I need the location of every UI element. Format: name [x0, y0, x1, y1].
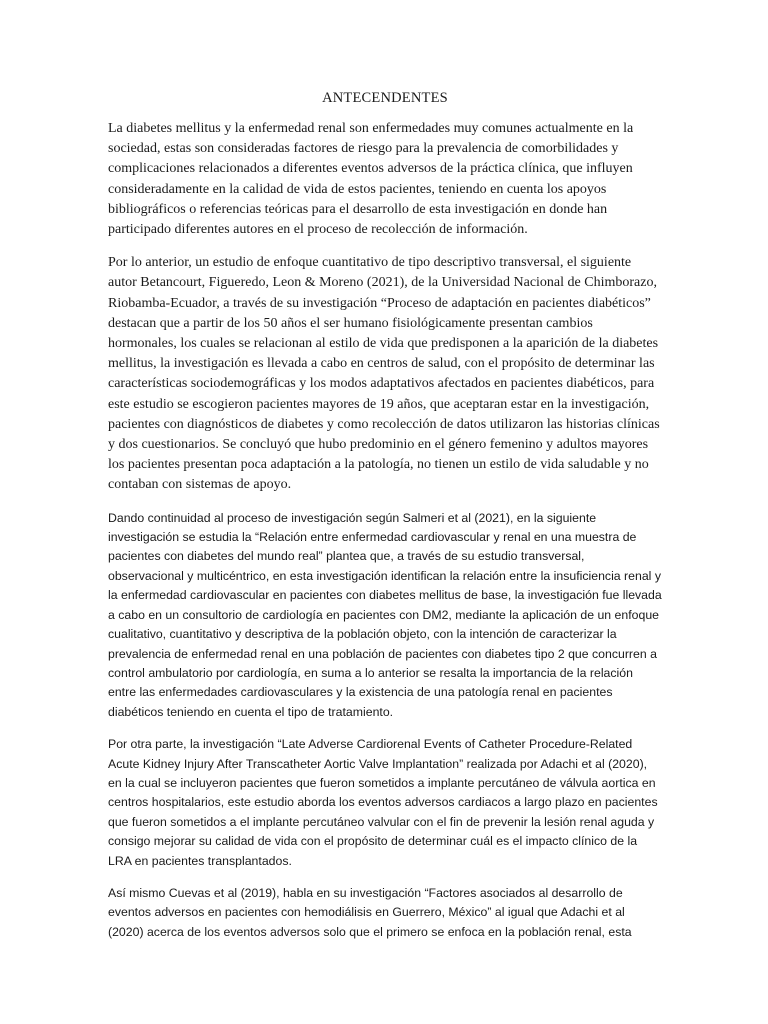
document-title: ANTECENDENTES — [322, 90, 448, 106]
paragraph-5: Así mismo Cuevas et al (2019), habla en su investigación “Factores asociados al desarrollo de eventos adversos en pacientes con hemodiálisis en Guerrero, México” al igual que Adachi et al (2020) acerca de los eventos adversos solo que el primero se enfoca en la población renal, esta — [108, 885, 632, 939]
paragraph-3: Dando continuidad al proceso de investigación según Salmeri et al (2021), en la siguiente investigación se estudia la “Relación entre enfermedad cardiovascular y renal en una muestra de pacientes con diabetes del mundo real” plantea que, a través de su estudio transversal, observacional y multicéntrico, en esta investigación identifican la relación entre la insuficiencia renal y la enfermedad cardiovascular en pacientes con diabetes mellitus de base, la investigación fue llevada a cabo en un consultorio de cardiología en pacientes con DM2, mediante la aplicación de un enfoque cualitativo, cuantitativo y descriptiva de la población objeto, con la intención de caracterizar la prevalencia de enfermedad renal en una población de pacientes con diabetes tipo 2 que concurren a control ambulatorio por cardiología, en suma a lo anterior se resalta la importancia de la relación entre las enfermedades cardiovasculares y la existencia de una patología renal en pacientes diabéticos teniendo en cuenta el tipo de tratamiento. — [108, 510, 662, 719]
paragraph-1: La diabetes mellitus y la enfermedad renal son enfermedades muy comunes actualmente en la sociedad, estas son consideradas factores de riesgo para la prevalencia de comorbilidades y complicaciones relacionados a diferentes eventos adversos de la práctica clínica, que influyen consideradamente en la calidad de vida de estos pacientes, teniendo en cuenta los apoyos bibliográficos o referencias teóricas para el desarrollo de esta investigación en donde han participado diferentes autores en el proceso de recolección de información. — [108, 121, 634, 238]
paragraph-2: Por lo anterior, un estudio de enfoque cuantitativo de tipo descriptivo transversal, el siguiente autor Betancourt, Figueredo, Leon & Moreno (2021), de la Universidad Nacional de Chimborazo, Riobamba-Ecuador, a través de su investigación “Proceso de adaptación en pacientes diabéticos” destacan que a partir de los 50 años el ser humano fisiológicamente presentan cambios hormonales, los cuales se relacionan al estilo de vida que predisponen a la aparición de la diabetes mellitus, la investigación es llevada a cabo en centros de salud, con el propósito de determinar las características sociodemográficas y los modos adaptativos afectados en pacientes diabéticos, para este estudio se escogieron pacientes mayores de 19 años, que aceptaran estar en la investigación, pacientes con diagnósticos de diabetes y como recolección de datos utilizaron las historias clínicas y dos cuestionarios. Se concluyó que hubo predominio en el género femenino y adultos mayores los pacientes presentan poca adaptación a la patología, no tienen un estilo de vida saludable y no contaban con sistemas de apoyo. — [108, 255, 660, 493]
document-page — [108, 90, 662, 955]
paragraph-4: Por otra parte, la investigación “Late Adverse Cardiorenal Events of Catheter Procedure-Related Acute Kidney Injury After Transcatheter Aortic Valve Implantation” realizada por Adachi et al (2020), en la cual se incluyeron pacientes que fueron sometidos a implante percutáneo de válvula aortica en centros hospitalarios, este estudio aborda los eventos adversos cardiacos a largo plazo en pacientes que fueron sometidos a el implante percutáneo valvular con el fin de prevenir la lesión renal aguda y consigo mejorar su calidad de vida con el propósito de determinar cuál es el impacto clínico de la LRA en pacientes transplantados. — [108, 737, 658, 868]
